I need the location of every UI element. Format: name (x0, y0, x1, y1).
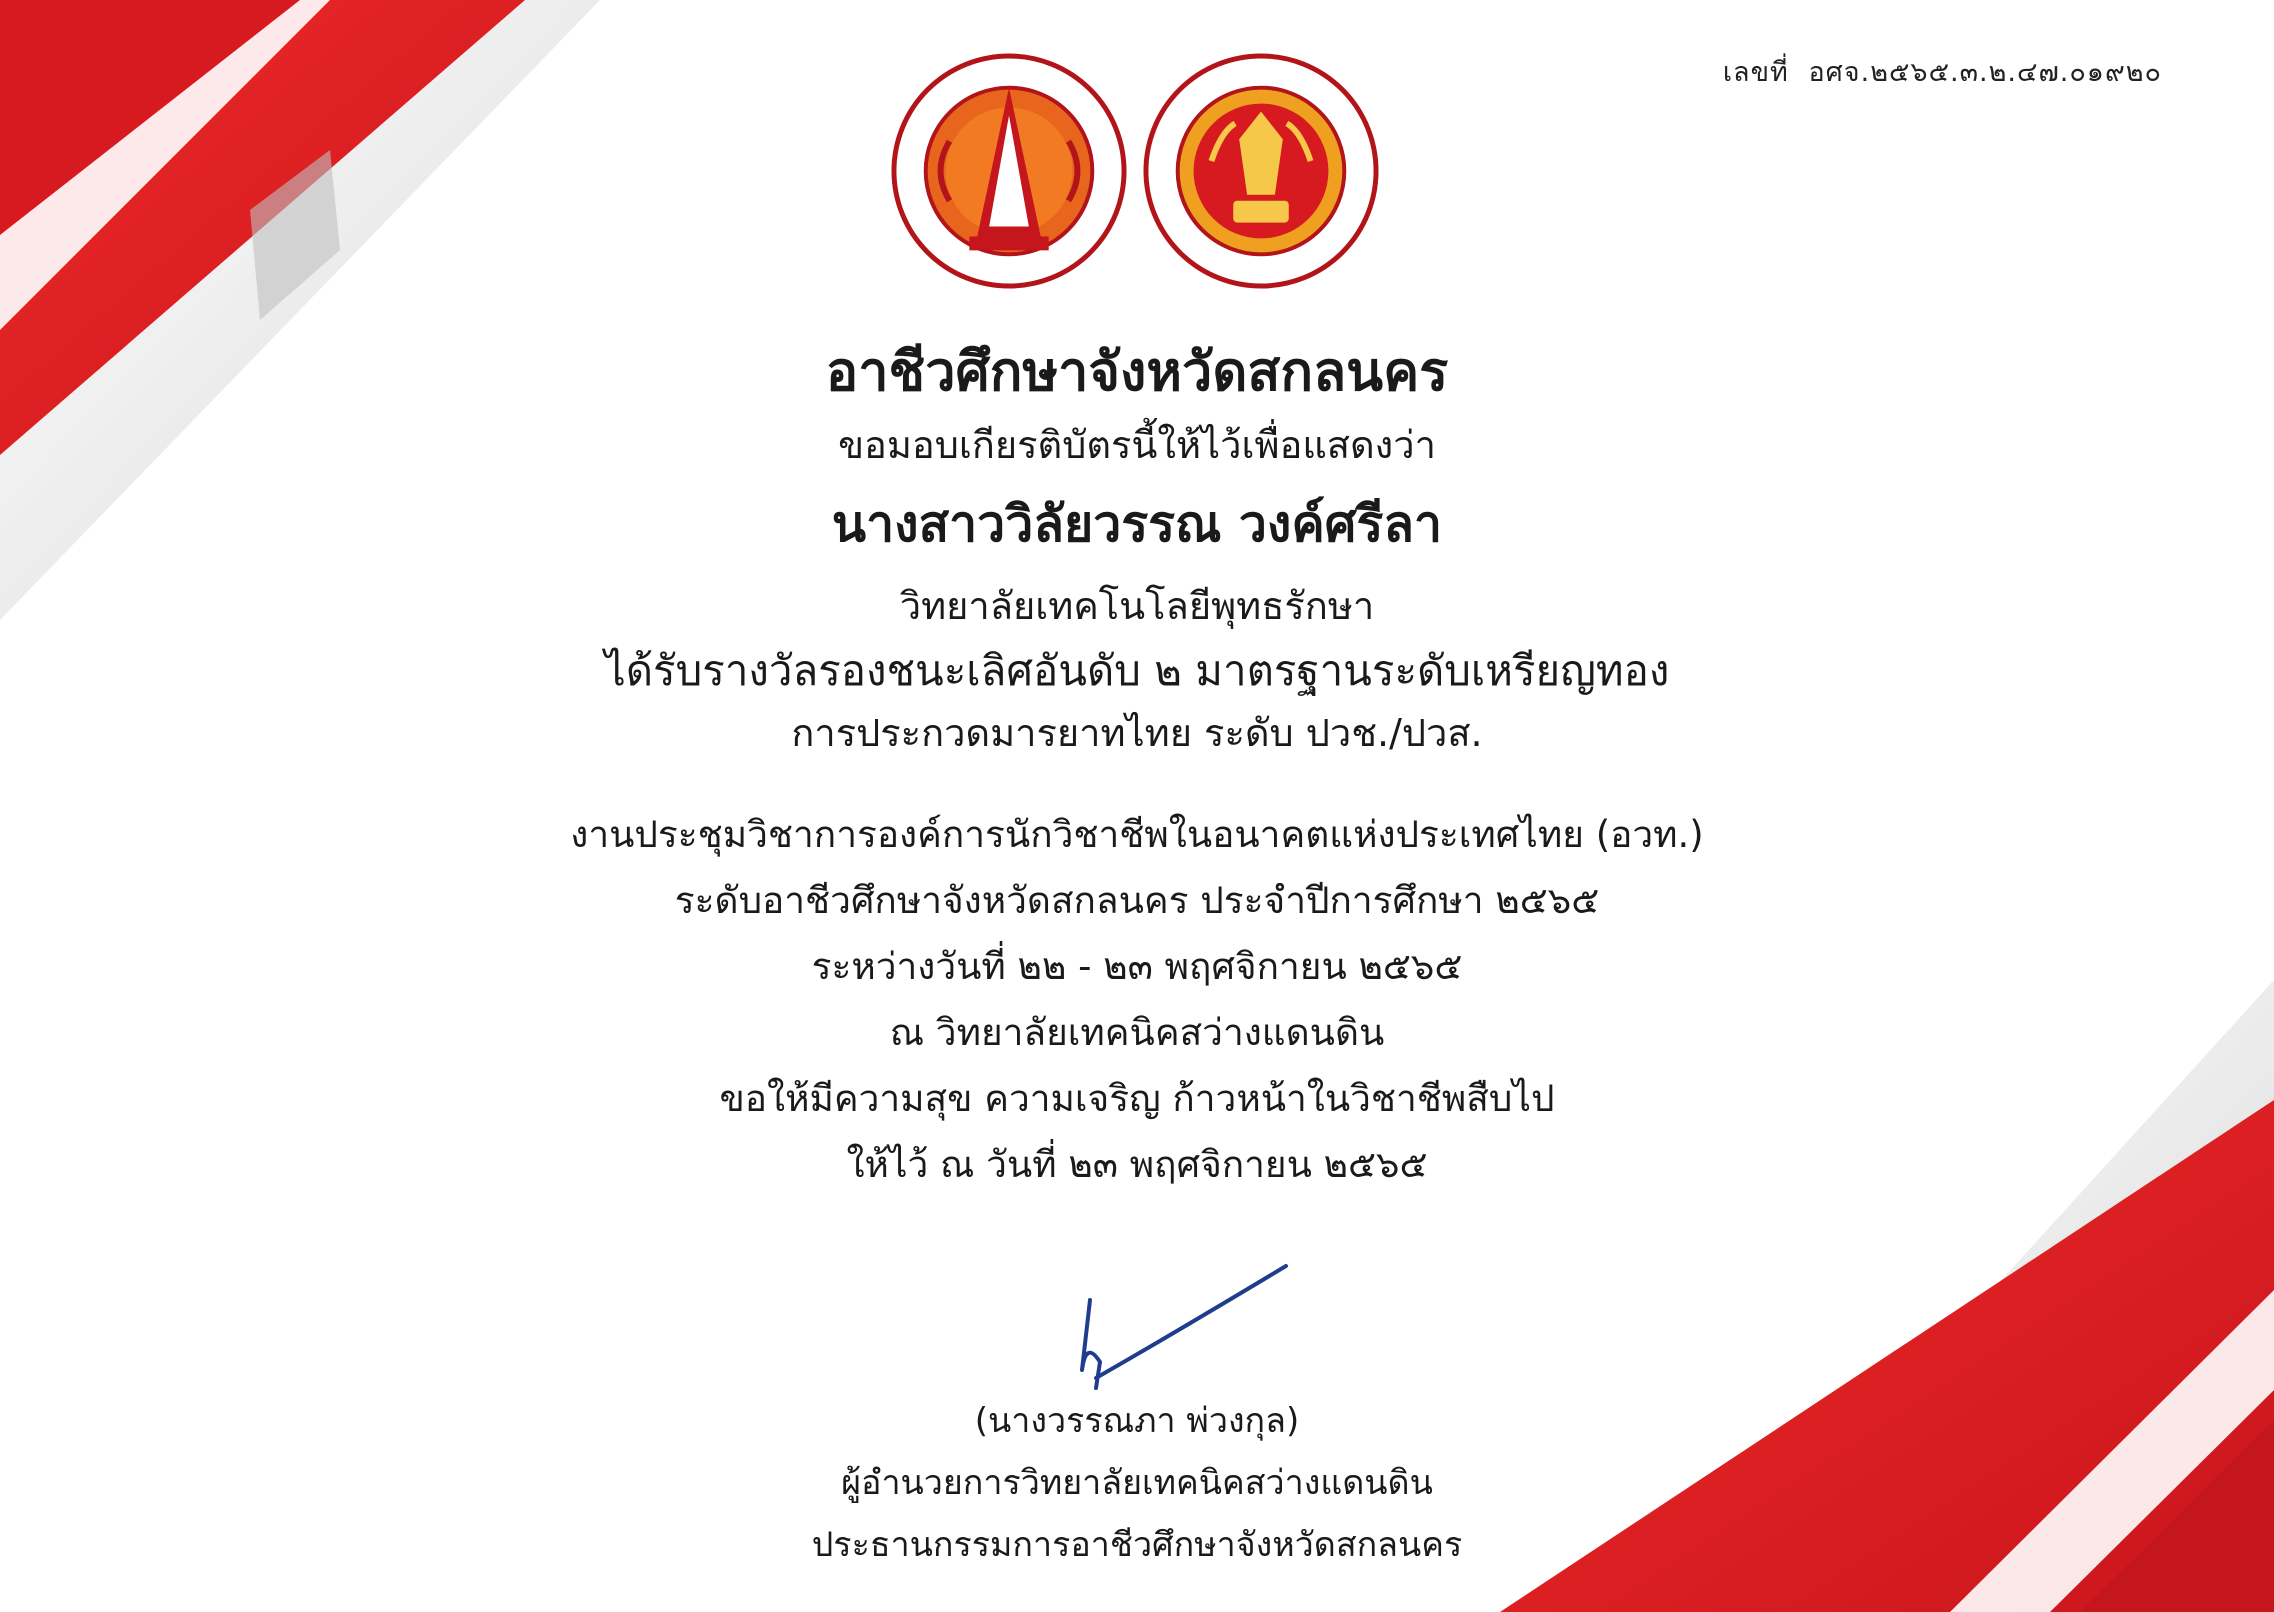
recipient-name: นางสาววิลัยวรรณ วงค์ศรีลา (831, 495, 1443, 553)
signatory-position: ประธานกรรมการอาชีวศึกษาจังหวัดสกลนคร (811, 1525, 1463, 1565)
event-line: ระหว่างวันที่ ๒๒ - ๒๓ พฤศจิกายน ๒๕๖๕ (811, 945, 1463, 988)
provincial-vocational-seal-icon (890, 52, 1128, 290)
event-line: ให้ไว้ ณ วันที่ ๒๓ พฤศจิกายน ๒๕๖๕ (846, 1143, 1428, 1186)
section-spacer (237, 764, 2037, 802)
certificate-number-label: เลขที่ (1722, 57, 1789, 88)
signatory-position: ผู้อำนวยการวิทยาลัยเทคนิคสว่างแดนดิน (841, 1463, 1433, 1503)
presentation-statement: ขอมอบเกียรติบัตรนี้ให้ไว้เพื่อแสดงว่า (838, 423, 1436, 467)
recipient-institution: วิทยาลัยเทคโนโลยีพุทธรักษา (899, 584, 1375, 628)
competition-name: การประกวดมารยาทไทย ระดับ ปวช./ปวส. (791, 711, 1483, 755)
certificate-number-value: อศจ.๒๕๖๕.๓.๒.๔๗.๐๑๙๒๐ (1808, 57, 2162, 88)
event-line: ณ วิทยาลัยเทคนิคสว่างแดนดิน (889, 1011, 1385, 1054)
event-line: ระดับอาชีวศึกษาจังหวัดสกลนคร ประจำปีการศึกษา ๒๕๖๕ (674, 879, 1600, 922)
certificate-body (237, 330, 2037, 1198)
certificate-number (1713, 50, 2162, 93)
signatory-block (637, 1390, 1637, 1576)
logo-row (890, 52, 1380, 292)
atth-association-seal-icon (1142, 52, 1380, 290)
event-line: ขอให้มีความสุข ความเจริญ ก้าวหน้าในวิชาชีพสืบไป (719, 1077, 1555, 1120)
award-description: ได้รับรางวัลรองชนะเลิศอันดับ ๒ มาตรฐานระดับเหรียญทอง (604, 646, 1670, 695)
event-line: งานประชุมวิชาการองค์การนักวิชาชีพในอนาคตแห่งประเทศไทย (อวท.) (570, 813, 1704, 856)
signatory-name: (นางวรรณภา พ่วงกุล) (974, 1401, 1300, 1441)
organization-title: อาชีวศึกษาจังหวัดสกลนคร (825, 340, 1449, 403)
handwritten-signature (1060, 1260, 1310, 1390)
